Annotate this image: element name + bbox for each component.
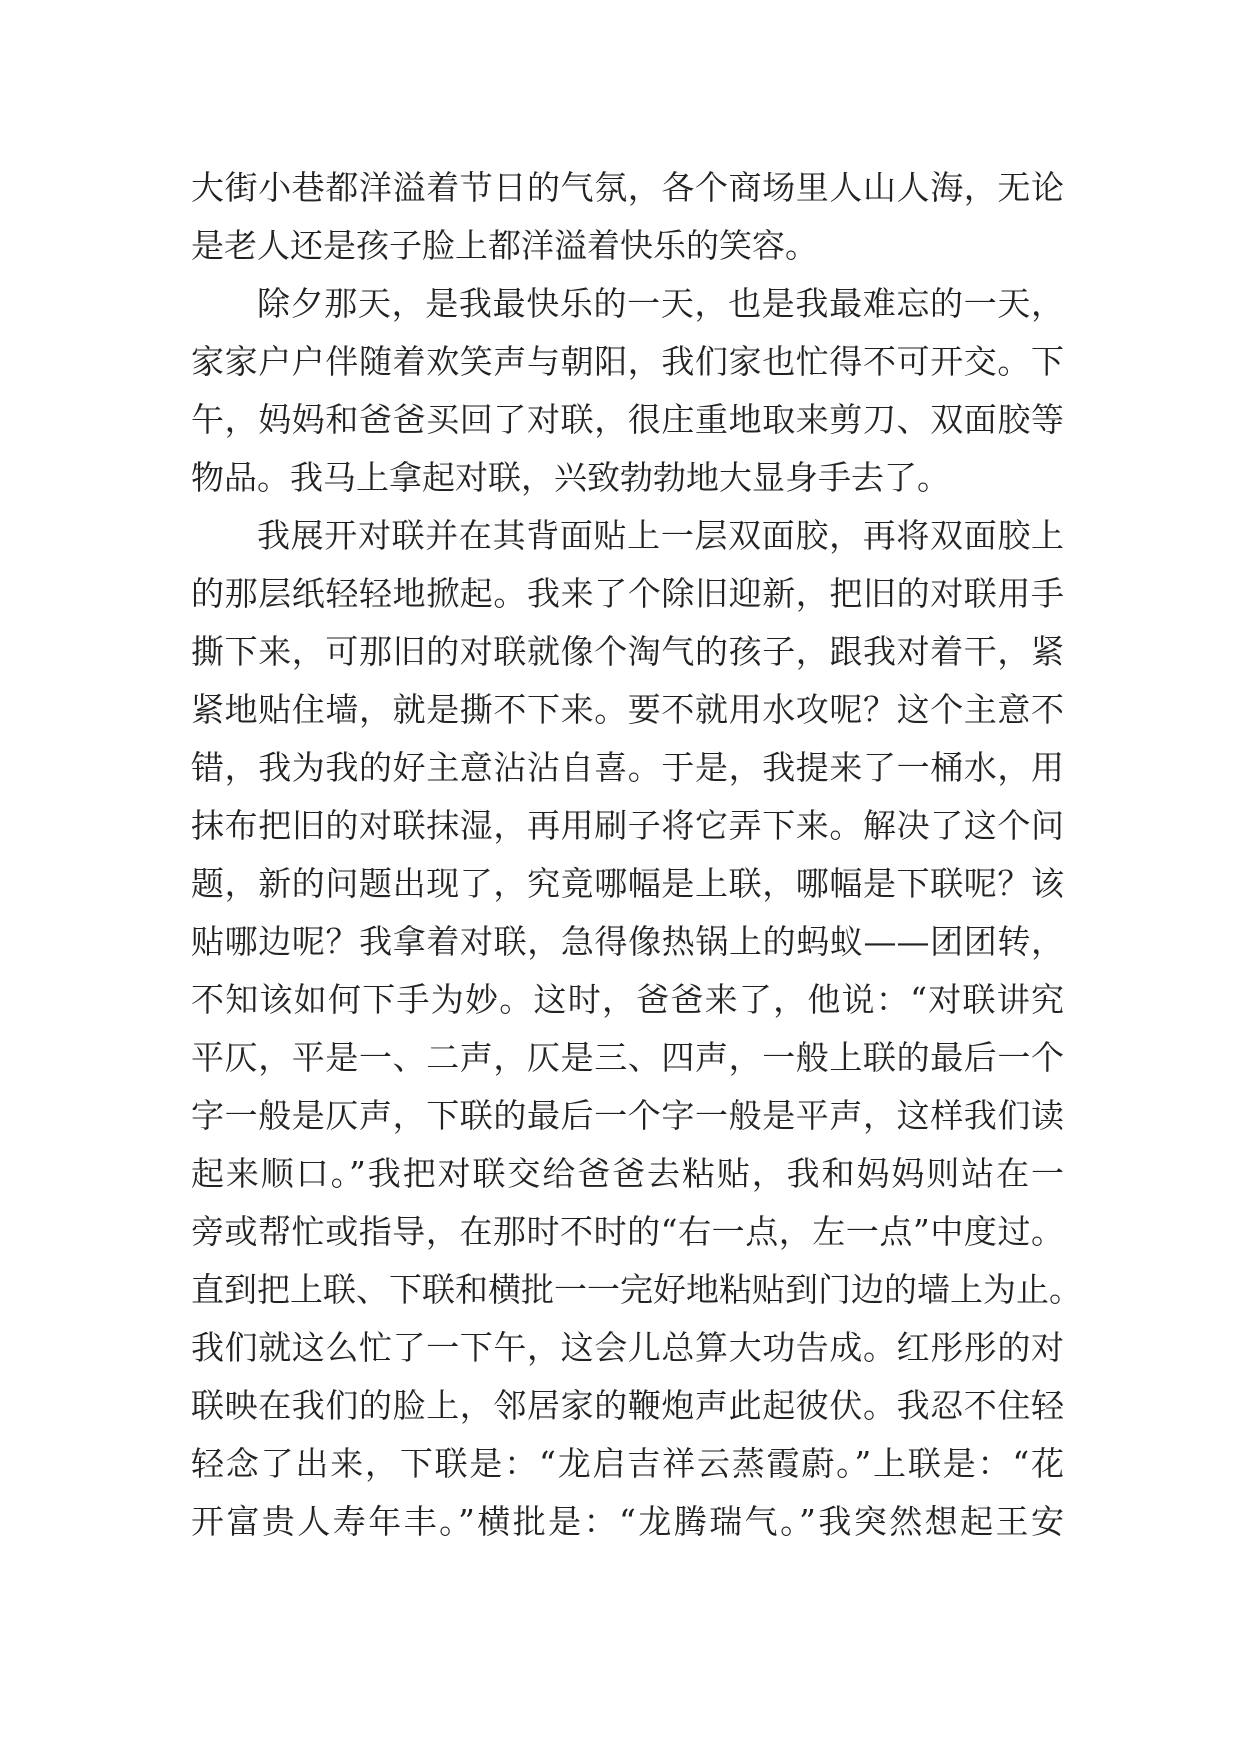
text-line: 平仄，平是一、二声，仄是三、四声，一般上联的最后一个: [191, 1038, 1064, 1077]
text-line: 字一般是仄声，下联的最后一个字一般是平声，这样我们读: [191, 1096, 1064, 1135]
text-line: 题，新的问题出现了，究竟哪幅是上联，哪幅是下联呢？该: [191, 864, 1064, 903]
paragraph-2: [191, 275, 1064, 507]
paragraph-3: [191, 507, 1082, 1551]
text-line: 错，我为我的好主意沾沾自喜。于是，我提来了一桶水，用: [191, 748, 1064, 787]
text-line: 直到把上联、下联和横批一一完好地粘贴到门边的墙上为止。: [191, 1270, 1082, 1309]
text-line: 不知该如何下手为妙。这时，爸爸来了，他说：“对联讲究: [191, 980, 1064, 1019]
text-line: 起来顺口。”我把对联交给爸爸去粘贴，我和妈妈则站在一: [191, 1154, 1064, 1193]
text-line: 大街小巷都洋溢着节日的气氛，各个商场里人山人海，无论: [191, 168, 1064, 207]
text-line: 撕下来，可那旧的对联就像个淘气的孩子，跟我对着干，紧: [191, 632, 1064, 671]
text-line: 联映在我们的脸上，邻居家的鞭炮声此起彼伏。我忍不住轻: [191, 1386, 1064, 1425]
text-line: 家家户户伴随着欢笑声与朝阳，我们家也忙得不可开交。下: [191, 342, 1064, 381]
text-line: 开富贵人寿年丰。”横批是：“龙腾瑞气。”我突然想起王安: [191, 1502, 1064, 1541]
text-line: 物品。我马上拿起对联，兴致勃勃地大显身手去了。: [191, 458, 950, 497]
text-line: 是老人还是孩子脸上都洋溢着快乐的笑容。: [191, 226, 818, 265]
essay-body: [191, 159, 1082, 1551]
text-line: 旁或帮忙或指导，在那时不时的“右一点，左一点”中度过。: [191, 1212, 1064, 1251]
text-line: 我们就这么忙了一下午，这会儿总算大功告成。红彤彤的对: [191, 1328, 1064, 1367]
text-line: 紧地贴住墙，就是撕不下来。要不就用水攻呢？这个主意不: [191, 690, 1064, 729]
text-line: 贴哪边呢？我拿着对联，急得像热锅上的蚂蚁——团团转，: [191, 922, 1064, 961]
text-line: 抹布把旧的对联抹湿，再用刷子将它弄下来。解决了这个问: [191, 806, 1064, 845]
text-line: 轻念了出来，下联是：“龙启吉祥云蒸霞蔚。”上联是：“花: [191, 1444, 1064, 1483]
text-line: 的那层纸轻轻地掀起。我来了个除旧迎新，把旧的对联用手: [191, 574, 1064, 613]
text-line: 我展开对联并在其背面贴上一层双面胶，再将双面胶上: [257, 516, 1064, 555]
text-line: 午，妈妈和爸爸买回了对联，很庄重地取来剪刀、双面胶等: [191, 400, 1064, 439]
text-line: 除夕那天，是我最快乐的一天，也是我最难忘的一天，: [257, 284, 1064, 323]
paragraph-1: [191, 159, 1064, 275]
